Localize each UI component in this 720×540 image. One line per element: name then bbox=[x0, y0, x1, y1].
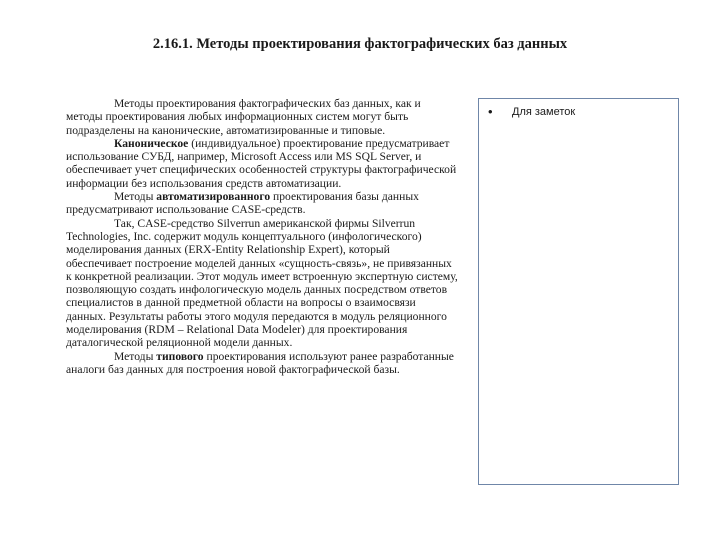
paragraph: Методы проектирования фактографических баз данных, как и методы проектирования любых информационных систем могут быть подразделены на канонические, автоматизированные и типовые. bbox=[66, 97, 421, 137]
body-text bbox=[66, 97, 458, 376]
page-title: 2.16.1. Методы проектирования фактографических баз данных bbox=[152, 36, 568, 52]
bullet-icon: • bbox=[488, 104, 493, 119]
notes-label: Для заметок bbox=[512, 106, 576, 118]
paragraph: Методы типового проектирования используют ранее разработанные аналоги баз данных для построения новой фактографической базы. bbox=[66, 349, 454, 376]
paragraph: Так, CASE-средство Silverrun американской фирмы Silverrun Technologies, Inc. содержит модуль концептуального (инфологического) моделирования данных (ERX-Entity Relationship Expert), который обеспечивает построение моделей данных «сущность-связь», не привязанных к конкретной реализации. Этот модуль имеет встроенную экспертную систему, позволяющую создать инфологическую модель данных посредством ответов специалистов в данной предметной области на вопросы о взаимосвязи данных. Результаты работы этого модуля передаются в модуль реляционного моделирования (RDM – Relational Data Modeler) для проектирования даталогической реляционной модели данных. bbox=[66, 216, 458, 350]
notes-panel[interactable] bbox=[478, 98, 679, 485]
paragraph: Каноническое (индивидуальное) проектирование предусматривает использование СУБД, например, Microsoft Access или MS SQL Server, и обеспечивает учет специфических особенностей структуры фактографической информации без использования средств автоматизации. bbox=[66, 136, 457, 190]
paragraph: Методы автоматизированного проектирования базы данных предусматривают использование CASE-средств. bbox=[66, 190, 419, 217]
